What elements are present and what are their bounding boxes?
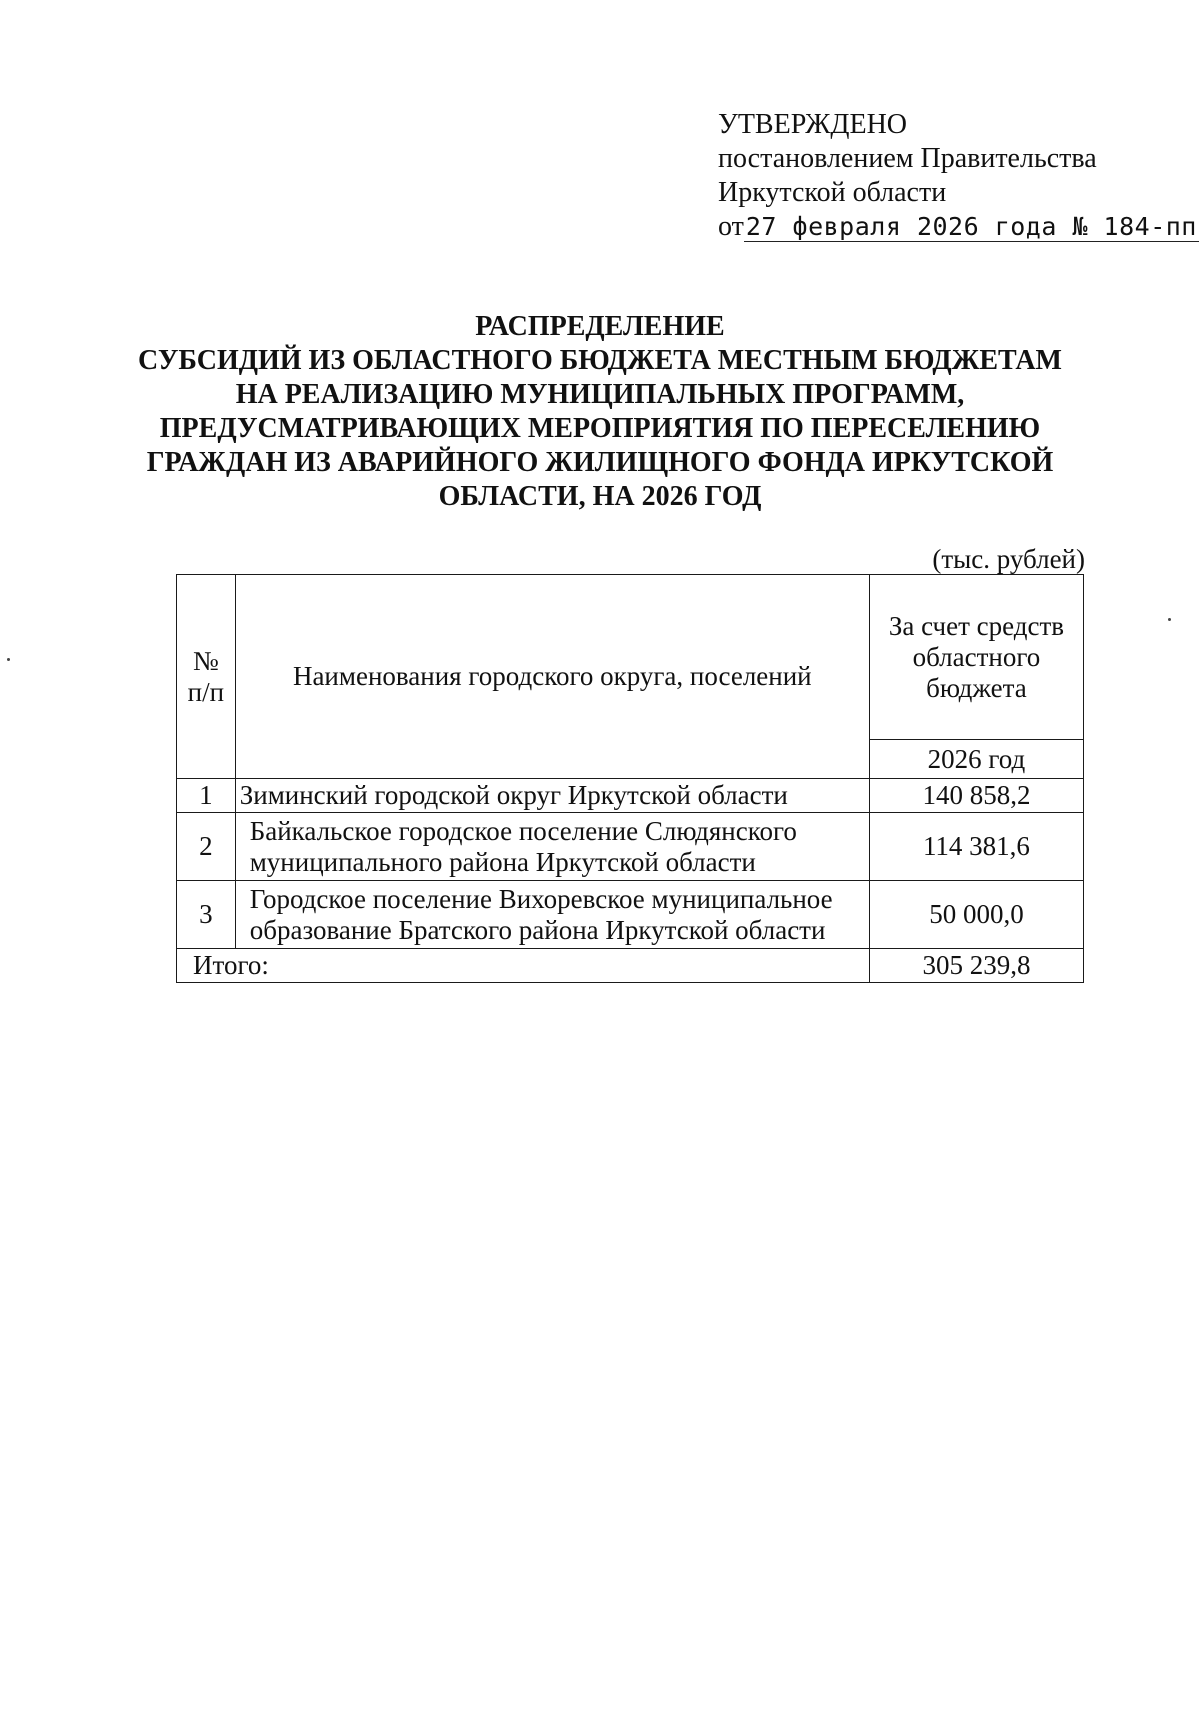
table-row — [177, 779, 1084, 813]
table-row — [177, 813, 1084, 881]
title-line-1: РАСПРЕДЕЛЕНИЕ — [475, 311, 725, 342]
title-line-4: ПРЕДУСМАТРИВАЮЩИХ МЕРОПРИЯТИЯ ПО ПЕРЕСЕЛЕНИЮ — [159, 413, 1041, 444]
row-number: 1 — [177, 779, 236, 813]
row-name-line-1: Байкальское городское поселение Слюдянского — [249, 815, 797, 846]
total-label: Итого: — [177, 949, 870, 983]
approval-region: Иркутской области — [718, 177, 947, 208]
approval-block — [718, 108, 1197, 244]
title-line-3: НА РЕАЛИЗАЦИЮ МУНИЦИПАЛЬНЫХ ПРОГРАММ, — [235, 379, 965, 410]
approval-date-line — [718, 210, 1197, 244]
row-value: 50 000,0 — [869, 881, 1083, 949]
header-value-line-1: За счет средств — [888, 610, 1065, 641]
row-name-line-1: Зиминский городской округ Иркутской области — [239, 780, 788, 810]
table-total-row — [177, 949, 1084, 983]
header-number — [177, 575, 236, 779]
table-header-row — [177, 575, 1084, 740]
table-row — [177, 881, 1084, 949]
row-number: 2 — [177, 813, 236, 881]
scan-speck — [7, 658, 10, 661]
title-line-2: СУБСИДИЙ ИЗ ОБЛАСТНОГО БЮДЖЕТА МЕСТНЫМ БЮДЖЕТАМ — [138, 345, 1062, 376]
document-title — [100, 310, 1100, 514]
row-name — [235, 881, 869, 949]
row-name-line-2: муниципального района Иркутской области — [249, 846, 756, 877]
header-year: 2026 год — [869, 740, 1083, 779]
row-name-line-1: Городское поселение Вихоревское муниципальное — [249, 883, 833, 914]
approval-date-value: 27 февраля 2026 года № 184-пп — [745, 212, 1197, 241]
header-number-abbr: п/п — [187, 676, 225, 707]
approval-authority: постановлением Правительства — [718, 143, 1097, 174]
approval-heading: УТВЕРЖДЕНО — [718, 109, 908, 140]
row-name-line-2: образование Братского района Иркутской области — [249, 914, 826, 945]
row-value: 114 381,6 — [869, 813, 1083, 881]
header-name: Наименования городского округа, поселений — [235, 575, 869, 779]
row-number: 3 — [177, 881, 236, 949]
header-value-line-3: бюджета — [926, 672, 1027, 703]
row-value: 140 858,2 — [869, 779, 1083, 813]
total-value: 305 239,8 — [869, 949, 1083, 983]
row-name — [235, 813, 869, 881]
row-name — [235, 779, 869, 813]
approval-date-prefix: от — [718, 211, 744, 242]
header-value-line-2: областного — [912, 641, 1041, 672]
distribution-table — [176, 574, 1084, 983]
header-value — [869, 575, 1083, 740]
title-line-6: ОБЛАСТИ, НА 2026 ГОД — [438, 481, 762, 512]
title-line-5: ГРАЖДАН ИЗ АВАРИЙНОГО ЖИЛИЩНОГО ФОНДА ИРКУТСКОЙ — [146, 447, 1054, 478]
header-number-sign: № — [192, 645, 219, 676]
units-label: (тыс. рублей) — [932, 544, 1085, 574]
scan-speck — [1168, 618, 1171, 621]
